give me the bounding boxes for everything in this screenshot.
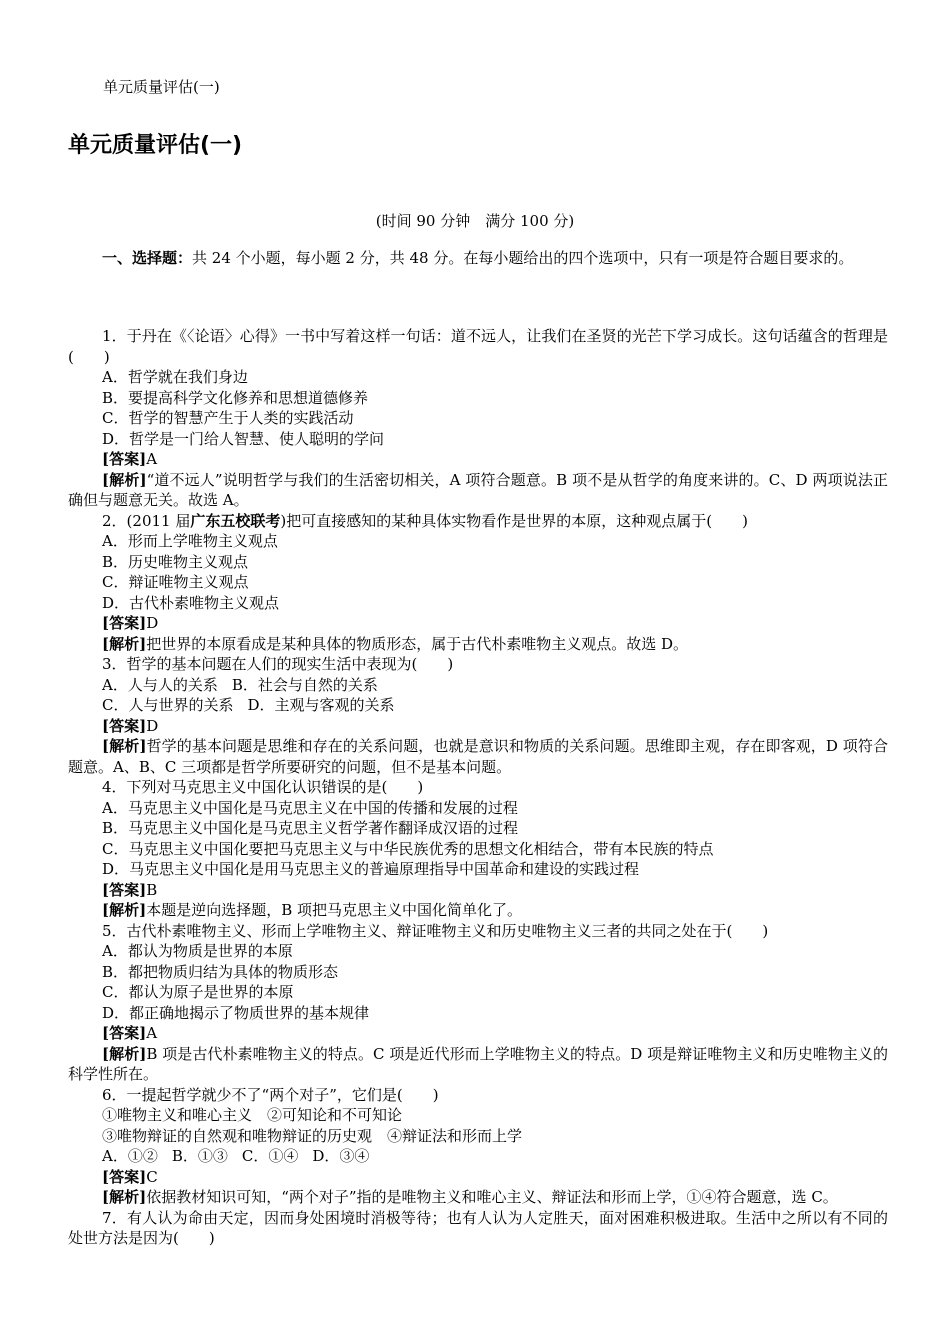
analysis-text: 哲学的基本问题是思维和存在的关系问题，也就是意识和物质的关系问题。思维即主观，存在即客观，D 项符合题意。A、B、C 三项都是哲学所要研究的问题，但不是基本问题。	[68, 737, 888, 776]
answer-label: [答案]	[102, 450, 147, 468]
stem-source: 广东五校联考	[190, 511, 281, 530]
option-d: D．③④	[312, 1147, 370, 1165]
option-a: A．哲学就在我们身边	[102, 368, 248, 386]
answer-value: C	[146, 1167, 158, 1186]
answer-label: [答案]	[102, 880, 147, 899]
analysis-label: [解析]	[102, 470, 147, 489]
question-stem: 4．下列对马克思主义中国化认识错误的是( )	[102, 778, 424, 796]
section-text: 共 24 个小题，每小题 2 分，共 48 分。在每小题给出的四个选项中，只有一项是符合题目要求的。	[192, 249, 854, 267]
analysis-text: 把世界的本原看成是某种具体的物质形态，属于古代朴素唯物主义观点。故选 D。	[146, 634, 689, 653]
analysis-label: [解析]	[102, 901, 147, 919]
answer-value: B	[146, 880, 158, 899]
answer-label: [答案]	[102, 1167, 147, 1186]
section-instructions	[68, 248, 883, 269]
option-b: B．要提高科学文化修养和思想道德修养	[102, 388, 369, 407]
analysis-text: B 项是古代朴素唯物主义的特点。C 项是近代形而上学唯物主义的特点。D 项是辩证唯物主义和历史唯物主义的科学性所在。	[68, 1044, 888, 1083]
stem-suffix: )把可直接感知的某种具体实物看作是世界的本原，这种观点属于( )	[280, 511, 748, 530]
section-heading: 一、选择题：	[102, 249, 193, 267]
analysis-label: [解析]	[102, 1044, 147, 1063]
analysis-label: [解析]	[102, 737, 147, 755]
answer-label: [答案]	[102, 614, 147, 632]
analysis-label: [解析]	[102, 634, 147, 653]
option-a: A．形而上学唯物主义观点	[102, 532, 278, 550]
answer-line	[68, 880, 888, 901]
page-title: 单元质量评估(一)	[68, 133, 243, 158]
question-5	[68, 921, 888, 1085]
analysis-line	[68, 736, 888, 777]
option-c: C．都认为原子是世界的本原	[102, 983, 294, 1001]
option-d: D．哲学是一门给人智慧、使人聪明的学问	[102, 429, 385, 448]
answer-line	[68, 716, 888, 737]
analysis-label: [解析]	[102, 1188, 147, 1206]
exam-time-info: (时间 90 分钟 满分 100 分)	[375, 212, 575, 230]
analysis-line	[68, 1044, 888, 1085]
answer-label: [答案]	[102, 716, 147, 735]
answer-value: D	[146, 614, 159, 632]
option-b: B．①③	[171, 1147, 228, 1165]
option-a: A．①②	[102, 1147, 158, 1165]
option-c: C．①④	[241, 1147, 299, 1165]
options-row-1	[68, 675, 888, 696]
option-a: A．马克思主义中国化是马克思主义在中国的传播和发展的过程	[102, 798, 518, 817]
option-d: D．马克思主义中国化是用马克思主义的普遍原理指导中国革命和建设的实践过程	[102, 860, 640, 878]
question-list	[68, 326, 888, 1249]
answer-value: D	[146, 716, 159, 735]
analysis-line	[68, 470, 888, 511]
answer-line	[68, 1167, 888, 1188]
option-b: B．都把物质归结为具体的物质形态	[102, 962, 339, 981]
option-d: D．主观与客观的关系	[247, 696, 395, 714]
option-c: C．马克思主义中国化要把马克思主义与中华民族优秀的思想文化相结合，带有本民族的特点	[102, 839, 714, 858]
option-c: C．哲学的智慧产生于人类的实践活动	[102, 409, 354, 427]
question-stem: 6．一提起哲学就少不了“两个对子”，它们是( )	[102, 1085, 439, 1104]
analysis-line	[68, 900, 888, 921]
question-6	[68, 1085, 888, 1208]
question-stem: 1．于丹在《〈论语〉心得》一书中写着这样一句话：道不远人，让我们在圣贤的光芒下学习成长。这句话蕴含的哲理是( )	[68, 327, 888, 366]
option-b: B．社会与自然的关系	[231, 675, 378, 694]
question-7	[68, 1208, 888, 1249]
options-row-2	[68, 695, 888, 716]
answer-value: A	[146, 450, 158, 468]
stem-prefix: 2．(2011 届	[102, 511, 191, 530]
analysis-line	[68, 634, 888, 655]
question-stem: 7．有人认为命由天定，因而身处困境时消极等待；也有人认为人定胜天，面对困难积极进取。生活中之所以有不同的处世方法是因为( )	[68, 1208, 888, 1247]
analysis-line	[68, 1187, 888, 1208]
statement-row-2: ③唯物辩证的自然观和唯物辩证的历史观 ④辩证法和形而上学	[102, 1126, 523, 1145]
question-2	[68, 511, 888, 655]
question-stem	[68, 511, 888, 532]
option-d: D．都正确地揭示了物质世界的基本规律	[102, 1003, 370, 1022]
option-b: B．马克思主义中国化是马克思主义哲学著作翻译成汉语的过程	[102, 819, 519, 837]
question-stem: 3．哲学的基本问题在人们的现实生活中表现为( )	[102, 655, 454, 673]
analysis-text: 依据教材知识可知，“两个对子”指的是唯物主义和唯心主义、辩证法和形而上学，①④符合题意，选 C。	[146, 1188, 838, 1206]
analysis-text: “道不远人”说明哲学与我们的生活密切相关，A 项符合题意。B 项不是从哲学的角度来讲的。C、D 两项说法正确但与题意无关。故选 A。	[68, 470, 888, 509]
answer-value: A	[146, 1024, 158, 1042]
option-c: C．辩证唯物主义观点	[102, 573, 249, 591]
option-a: A．人与人的关系	[102, 675, 218, 694]
running-header: 单元质量评估(一)	[103, 78, 220, 96]
question-1	[68, 326, 888, 511]
option-b: B．历史唯物主义观点	[102, 552, 249, 571]
question-4	[68, 777, 888, 921]
option-a: A．都认为物质是世界的本原	[102, 942, 293, 960]
question-3	[68, 654, 888, 777]
statement-row-1: ①唯物主义和唯心主义 ②可知论和不可知论	[102, 1106, 403, 1124]
options-row	[68, 1146, 888, 1167]
analysis-text: 本题是逆向选择题，B 项把马克思主义中国化简单化了。	[146, 901, 522, 919]
option-c: C．人与世界的关系	[102, 696, 234, 714]
answer-label: [答案]	[102, 1024, 147, 1042]
answer-line	[68, 1023, 888, 1044]
answer-line	[68, 613, 888, 634]
question-stem: 5．古代朴素唯物主义、形而上学唯物主义、辩证唯物主义和历史唯物主义三者的共同之处在于( )	[102, 921, 769, 940]
answer-line	[68, 449, 888, 470]
option-d: D．古代朴素唯物主义观点	[102, 593, 280, 612]
